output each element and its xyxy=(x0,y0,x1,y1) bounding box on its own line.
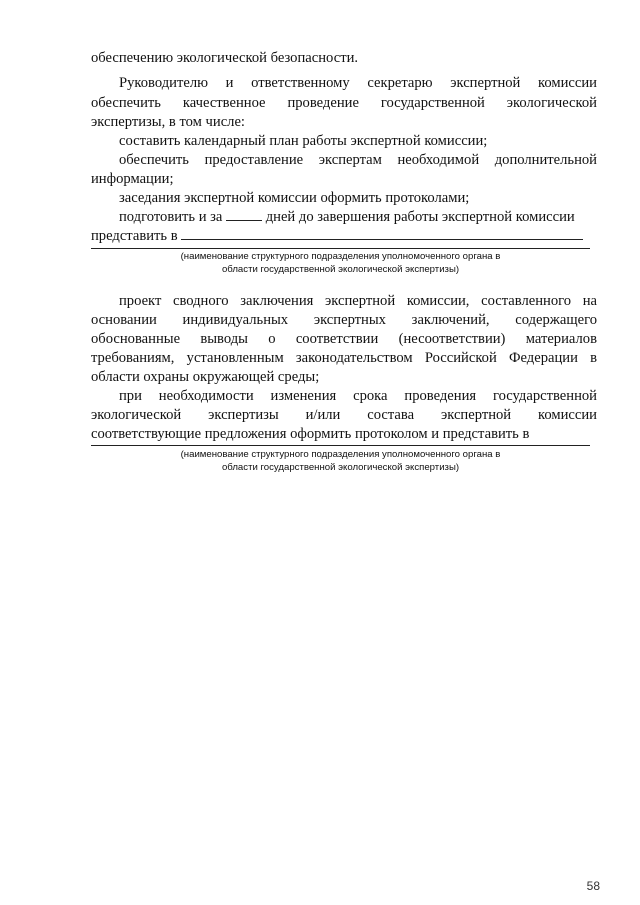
text-line: требованиям, установленным законодательством Российской Федерации в xyxy=(91,350,597,366)
blank-underline xyxy=(91,445,590,446)
text-line: обеспечению экологической безопасности. xyxy=(91,50,359,66)
text-line xyxy=(119,209,597,225)
caption-line: (наименование структурного подразделения уполномоченного органа в xyxy=(180,449,501,460)
text-fragment: представить в xyxy=(91,228,178,244)
text-line: обеспечить предоставление экспертам необходимой дополнительной xyxy=(119,152,597,168)
blank-underline xyxy=(91,248,590,249)
text-fragment: подготовить и за xyxy=(119,209,223,225)
text-line: экспертизы, в том числе: xyxy=(91,114,245,130)
text-line xyxy=(91,228,597,244)
text-line: обоснованные выводы о соответствии (несоответствии) материалов xyxy=(91,331,597,347)
caption-line: области государственной экологической экспертизы) xyxy=(221,462,460,473)
blank-field-days[interactable] xyxy=(226,209,262,221)
caption-line: (наименование структурного подразделения уполномоченного органа в xyxy=(180,251,501,262)
text-fragment: дней до завершения работы экспертной комиссии xyxy=(265,209,575,225)
blank-field-recipient[interactable] xyxy=(181,228,583,240)
text-line: заседания экспертной комиссии оформить протоколами; xyxy=(119,190,470,206)
text-line: соответствующие предложения оформить протоколом и представить в xyxy=(91,426,530,442)
text-line: при необходимости изменения срока проведения государственной xyxy=(119,388,597,404)
text-line: Руководителю и ответственному секретарю экспертной комиссии xyxy=(119,75,597,91)
text-line: основании индивидуальных экспертных заключений, содержащего xyxy=(91,312,597,328)
text-line: обеспечить качественное проведение государственной экологической xyxy=(91,95,597,111)
text-line: информации; xyxy=(91,171,174,187)
text-line: проект сводного заключения экспертной комиссии, составленного на xyxy=(119,293,597,309)
text-line: экологической экспертизы и/или состава экспертной комиссии xyxy=(91,407,597,423)
text-line: области охраны окружающей среды; xyxy=(91,369,320,385)
page-number: 58 xyxy=(586,879,600,893)
caption-line: области государственной экологической экспертизы) xyxy=(221,264,460,275)
text-line: составить календарный план работы экспертной комиссии; xyxy=(119,133,488,149)
